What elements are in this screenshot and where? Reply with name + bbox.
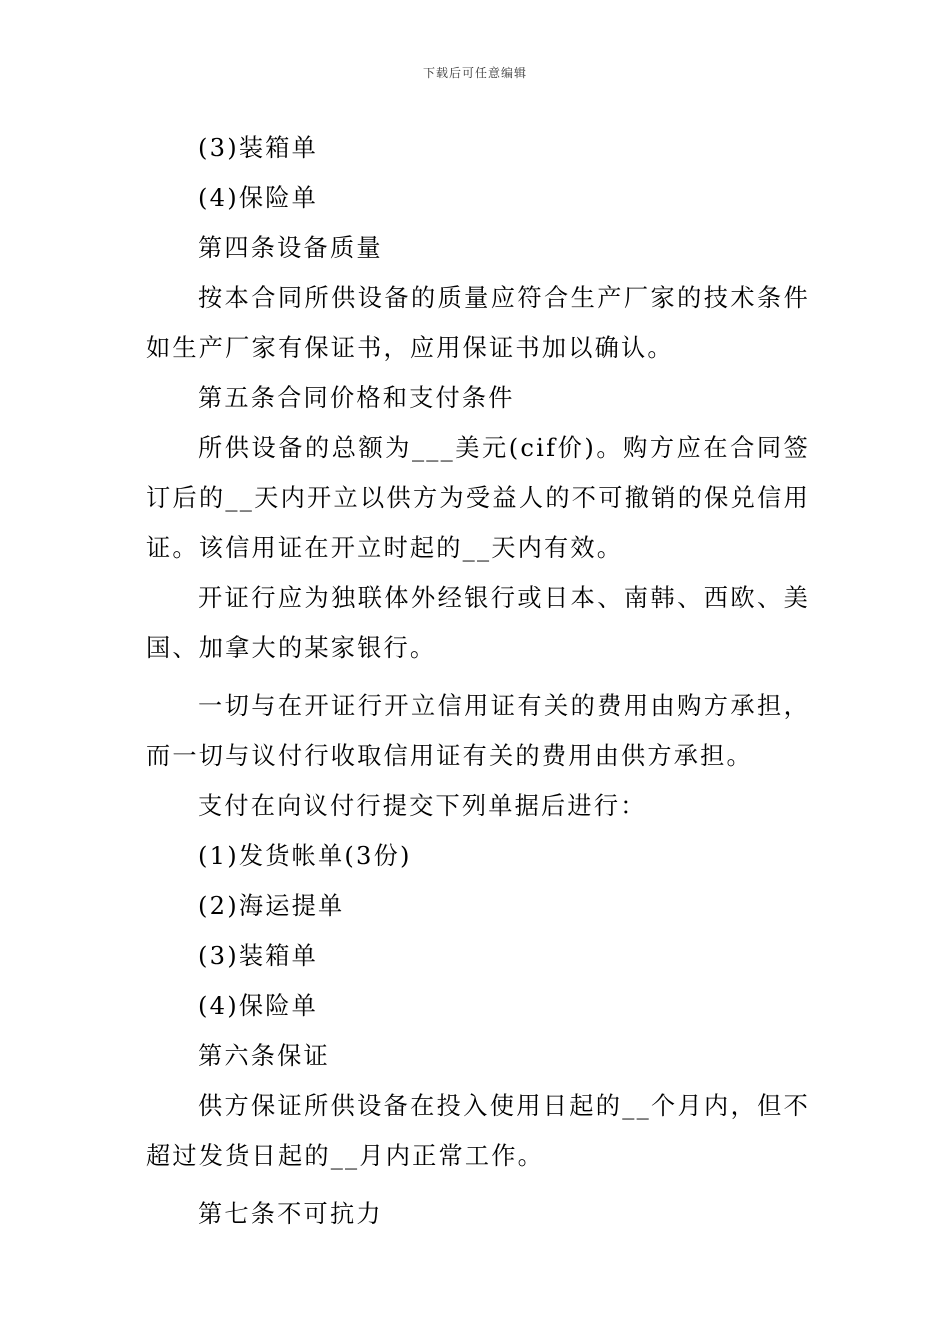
paragraph-bill-of-lading-2: (2)海运提单 <box>198 892 345 920</box>
heading-article-4: 第四条设备质量 <box>198 234 383 262</box>
heading-article-6: 第六条保证 <box>198 1042 330 1070</box>
heading-article-5: 第五条合同价格和支付条件 <box>198 384 515 412</box>
paragraph-issuing-bank: 开证行应为独联体外经银行或日本、南韩、西欧、美国、加拿大的某家银行。 <box>146 584 810 662</box>
paragraph-insurance-4b: (4)保险单 <box>198 992 319 1020</box>
paragraph-payment-documents: 支付在向议付行提交下列单据后进行： <box>198 792 647 820</box>
paragraph-packing-list-3b: (3)装箱单 <box>198 942 319 970</box>
paragraph-fees: 一切与在开证行开立信用证有关的费用由购方承担，而一切与议付行收取信用证有关的费用由供方承担。 <box>146 692 810 770</box>
paragraph-invoice-1: (1)发货帐单(3份) <box>198 842 412 870</box>
document-body <box>146 123 810 1239</box>
page-header: 下载后可任意编辑 <box>422 66 527 80</box>
paragraph-total-price: 所供设备的总额为___美元(cif价)。购方应在合同签订后的__天内开立以供方为受益人的不可撤销的保兑信用证。该信用证在开立时起的__天内有效。 <box>146 434 810 562</box>
paragraph-quality: 按本合同所供设备的质量应符合生产厂家的技术条件如生产厂家有保证书，应用保证书加以确认。 <box>146 284 810 362</box>
paragraph-insurance-4: (4)保险单 <box>198 184 319 212</box>
heading-article-7: 第七条不可抗力 <box>198 1200 383 1228</box>
paragraph-guarantee: 供方保证所供设备在投入使用日起的__个月内，但不超过发货日起的__月内正常工作。 <box>146 1092 810 1170</box>
paragraph-packing-list-3: (3)装箱单 <box>198 134 319 162</box>
